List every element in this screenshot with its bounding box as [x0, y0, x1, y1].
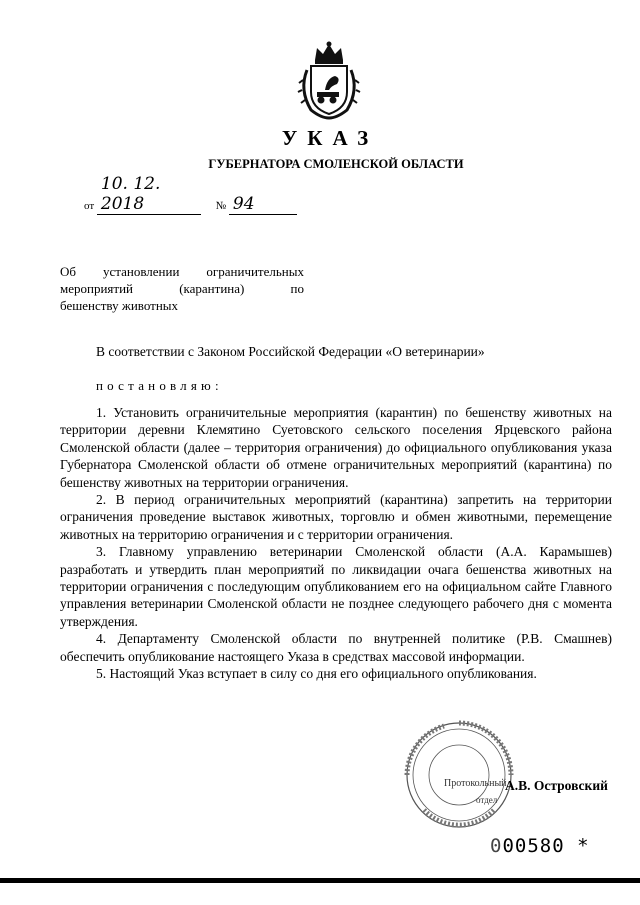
paragraph-3: 3. Главному управлению ветеринарии Смоленской области (А.А. Карамышев) разработать и утвердить план мероприятий по ликвидации очага бешенства животных на территории ограничения с последующим опубликованием его на официальном сайте Главного управления ветеринарии Смоленской области не позднее следующего рабочего дня с момента утверждения.	[60, 544, 612, 629]
paragraph-5: 5. Настоящий Указ вступает в силу со дня его официального опубликования.	[96, 666, 537, 682]
date-number-line	[84, 174, 297, 215]
subject-line-3: бешенству животных	[60, 298, 179, 313]
paragraph-2: 2. В период ограничительных мероприятий (карантина) запретить на территории ограничения проведение выставок животных, торговлю и обмен животными, перемещение животных на территорию ограничения и с территории ограничения.	[60, 492, 612, 542]
handwritten-date: 10. 12. 2018	[97, 174, 201, 215]
stamp-sublabel: отдел	[476, 795, 498, 805]
subject-word: установлении	[103, 264, 180, 279]
preamble: В соответствии с Законом Российской Федерации «О ветеринарии»	[96, 344, 485, 359]
registration-number	[490, 835, 590, 857]
decree-word: постановляю:	[96, 378, 223, 393]
subject-line-2	[60, 280, 304, 297]
subject-line-1	[60, 263, 304, 280]
handwritten-number: 94	[229, 194, 297, 215]
subject-word: (карантина)	[179, 281, 245, 296]
paragraph-4: 4. Департаменту Смоленской области по внутренней политике (Р.В. Смашнев) обеспечить опубликование настоящего Указа в средствах массовой информации.	[60, 631, 612, 664]
decree-subject	[60, 263, 304, 314]
subject-word: мероприятий	[60, 281, 133, 296]
registration-mark: *	[577, 835, 590, 857]
paragraph-1: 1. Установить ограничительные мероприятия (карантин) по бешенству животных на территории деревни Клемятино Суетовского сельского поселения Ярцевского района Смоленской области (далее – территория ограничения) до официального опубликования указа Губернатора Смоленской области об отмене ограничительных мероприятий (карантина) по бешенству животных на территории ограничения.	[60, 405, 612, 490]
registration-prefix: 0	[490, 835, 503, 857]
subject-word: по	[290, 281, 304, 296]
subject-word: Об	[60, 264, 77, 279]
document-subtitle: ГУБЕРНАТОРА СМОЛЕНСКОЙ ОБЛАСТИ	[208, 157, 464, 171]
date-prefix: от	[84, 200, 95, 212]
stamp-label: Протокольный	[444, 778, 507, 789]
subject-word: ограничительных	[206, 264, 304, 279]
number-prefix: №	[215, 200, 227, 212]
document-title: УКАЗ	[281, 126, 379, 150]
smolensk-coat-of-arms-icon	[297, 40, 361, 120]
signer-name: А.В. Островский	[505, 778, 608, 793]
official-seal-icon	[404, 720, 514, 830]
decree-body	[60, 404, 612, 683]
scan-bottom-edge	[0, 878, 640, 883]
registration-digits: 00580	[502, 835, 565, 857]
